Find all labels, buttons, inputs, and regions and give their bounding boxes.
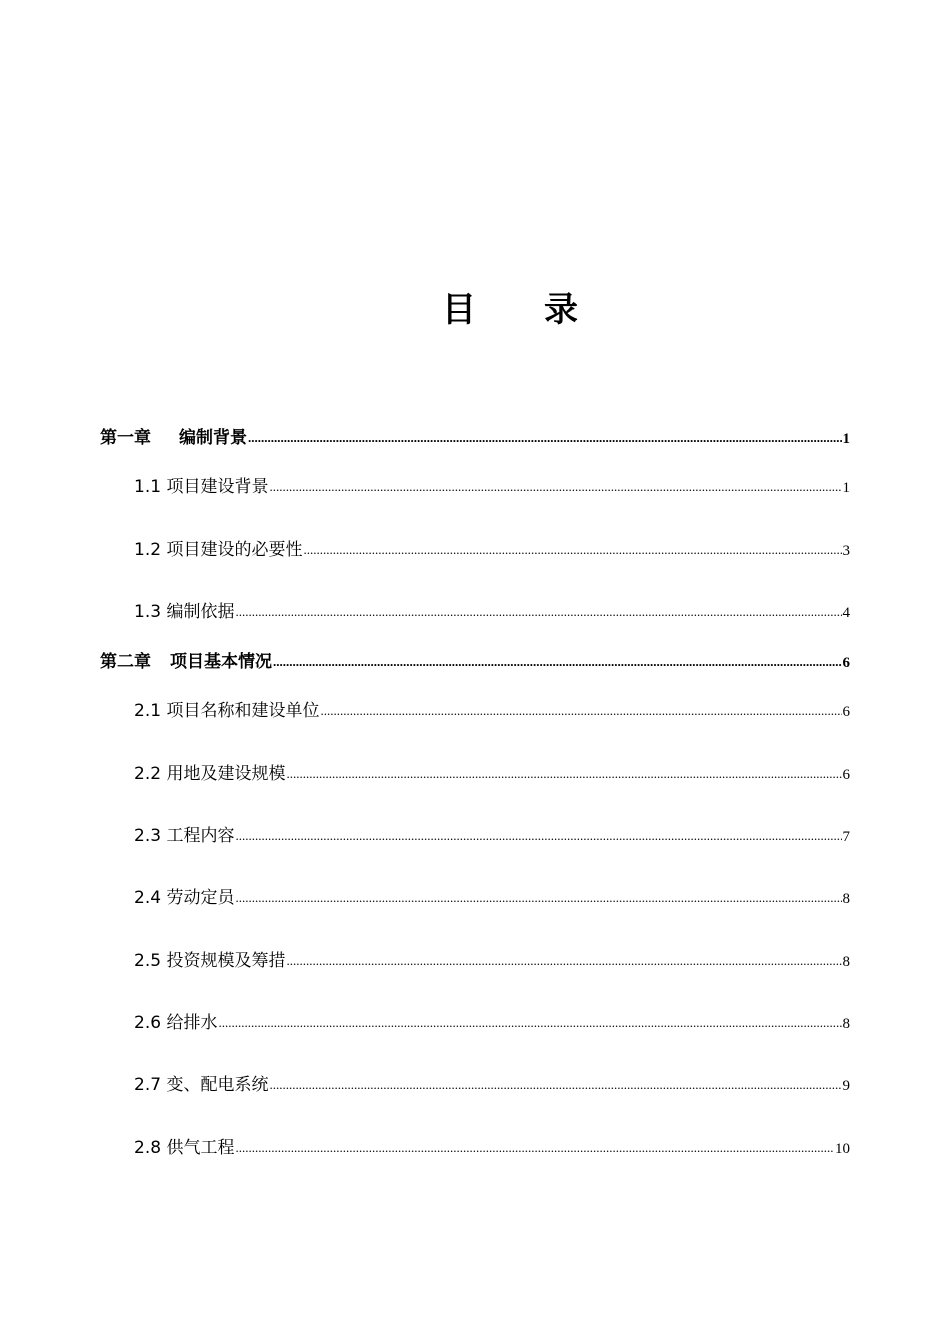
page-number: 6 bbox=[842, 767, 850, 783]
toc-section-entry[interactable] bbox=[100, 696, 850, 721]
page-number: 7 bbox=[842, 829, 850, 845]
toc-section-entry[interactable] bbox=[100, 946, 850, 971]
section-title: 2.2 用地及建设规模 bbox=[134, 764, 286, 784]
section-title: 2.5 投资规模及筹措 bbox=[134, 951, 286, 971]
page-number: 9 bbox=[842, 1078, 850, 1094]
section-title: 2.6 给排水 bbox=[134, 1013, 218, 1033]
section-title: 2.7 变、配电系统 bbox=[134, 1075, 269, 1095]
dot-leader bbox=[273, 654, 842, 670]
page-number: 8 bbox=[842, 1016, 850, 1032]
toc-section-entry[interactable] bbox=[100, 597, 850, 622]
dot-leader bbox=[269, 479, 841, 495]
section-title: 2.4 劳动定员 bbox=[134, 888, 235, 908]
toc-section-entry[interactable] bbox=[100, 759, 850, 784]
chapter-title: 编制背景 bbox=[179, 428, 247, 448]
page-number: 6 bbox=[842, 655, 850, 671]
toc-section-entry[interactable] bbox=[100, 821, 850, 846]
dot-leader bbox=[235, 604, 841, 620]
toc-section-entry[interactable] bbox=[100, 1133, 850, 1158]
dot-leader bbox=[269, 1077, 841, 1093]
dot-leader bbox=[218, 1015, 841, 1031]
toc-section-entry[interactable] bbox=[100, 472, 850, 497]
section-title: 2.3 工程内容 bbox=[134, 826, 235, 846]
page-number: 10 bbox=[835, 1141, 850, 1157]
section-title: 2.1 项目名称和建设单位 bbox=[134, 701, 320, 721]
chapter-number: 第二章 bbox=[100, 652, 151, 672]
section-title: 2.8 供气工程 bbox=[134, 1138, 235, 1158]
toc-section-entry[interactable] bbox=[100, 535, 850, 560]
page-number: 8 bbox=[842, 954, 850, 970]
section-title: 1.2 项目建设的必要性 bbox=[134, 540, 303, 560]
toc-chapter-entry[interactable] bbox=[100, 647, 850, 672]
dot-leader bbox=[235, 890, 841, 906]
section-title: 1.1 项目建设背景 bbox=[134, 477, 269, 497]
page-number: 8 bbox=[842, 891, 850, 907]
chapter-title: 项目基本情况 bbox=[170, 652, 272, 672]
dot-leader bbox=[248, 430, 842, 446]
toc-section-entry[interactable] bbox=[100, 1070, 850, 1095]
page-number: 6 bbox=[842, 704, 850, 720]
dot-leader bbox=[320, 703, 841, 719]
dot-leader bbox=[286, 766, 841, 782]
dot-leader bbox=[303, 542, 841, 558]
toc-title: 目录 bbox=[442, 290, 646, 330]
toc-chapter-entry[interactable] bbox=[100, 423, 850, 448]
toc-section-entry[interactable] bbox=[100, 1008, 850, 1033]
page-number: 3 bbox=[842, 543, 850, 559]
toc-section-entry[interactable] bbox=[100, 883, 850, 908]
dot-leader bbox=[286, 953, 841, 969]
page-number: 1 bbox=[842, 431, 850, 447]
page-number: 1 bbox=[842, 480, 850, 496]
section-title: 1.3 编制依据 bbox=[134, 602, 235, 622]
dot-leader bbox=[235, 828, 841, 844]
dot-leader bbox=[235, 1140, 834, 1156]
chapter-number: 第一章 bbox=[100, 428, 151, 448]
page-number: 4 bbox=[842, 605, 850, 621]
